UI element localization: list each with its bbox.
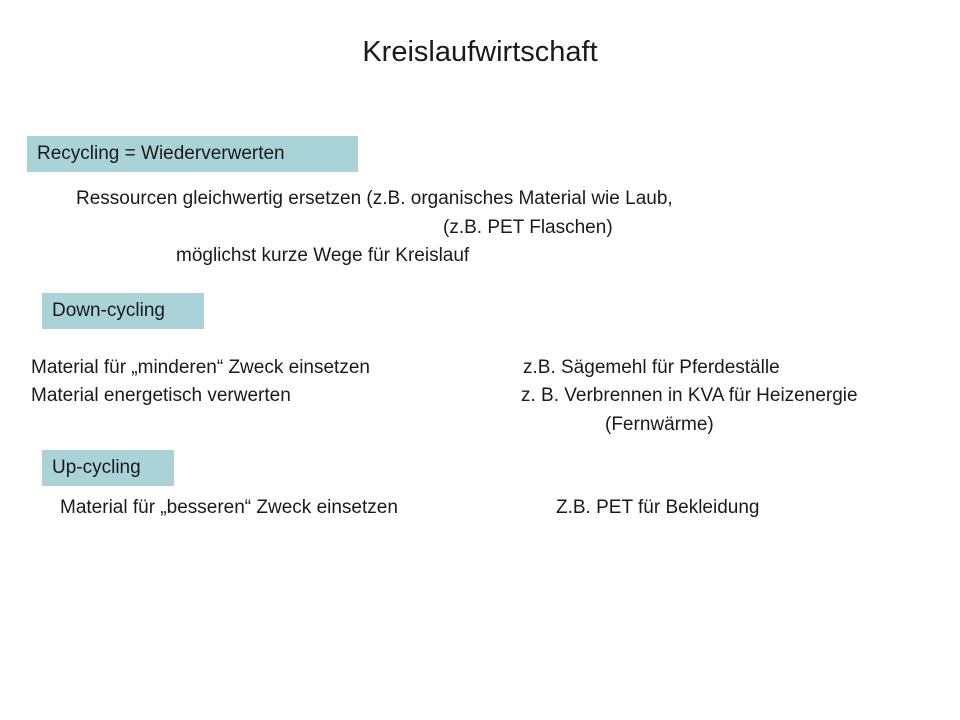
upcycling-label: Up-cycling [42,450,174,486]
downcycling-row-2-text: Material energetisch verwerten [31,385,291,406]
downcycling-row-1-example: z.B. Sägemehl für Pferdeställe [523,357,780,378]
recycling-line-3: möglichst kurze Wege für Kreislauf [176,245,470,266]
downcycling-label: Down-cycling [42,293,204,329]
recycling-line-2: (z.B. PET Flaschen) [443,217,613,238]
recycling-line-1: Ressourcen gleichwertig ersetzen (z.B. organisches Material wie Laub, [76,188,673,209]
upcycling-row-1-example: Z.B. PET für Bekleidung [556,497,760,518]
slide-title: Kreislaufwirtschaft [362,36,598,68]
downcycling-row-1-text: Material für „minderen“ Zweck einsetzen [31,357,370,378]
downcycling-row-2-example: z. B. Verbrennen in KVA für Heizenergie [521,385,858,406]
recycling-label: Recycling = Wiederverwerten [27,136,358,172]
upcycling-row-1-text: Material für „besseren“ Zweck einsetzen [60,497,398,518]
downcycling-example-continuation: (Fernwärme) [605,414,714,435]
